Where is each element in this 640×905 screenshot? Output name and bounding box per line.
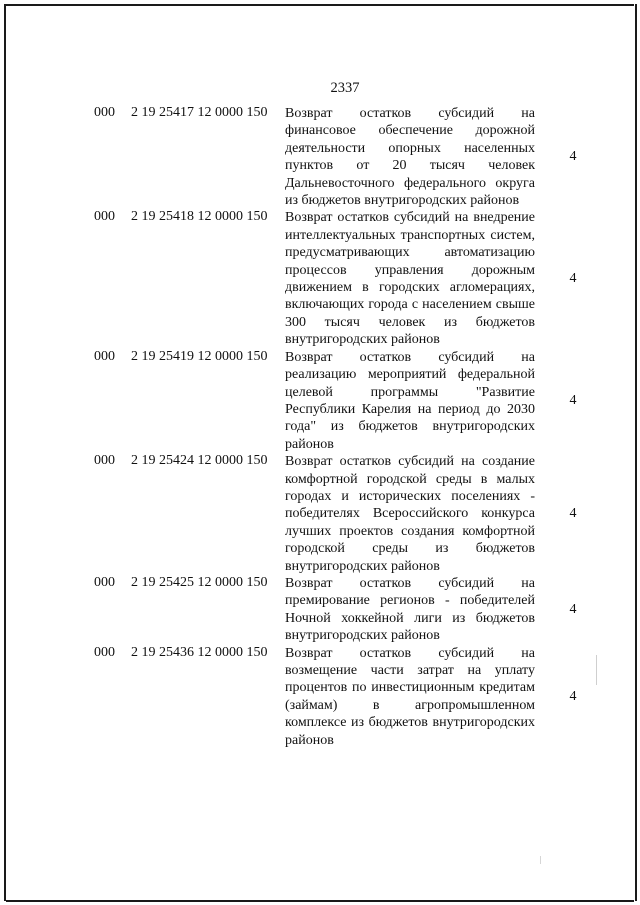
- table-row: [0, 349, 640, 453]
- scan-border-bottom: [6, 900, 634, 902]
- income-name: Возврат остатков субсидий на реализацию мероприятий федеральной целевой программы "Развитие Республики Карелия на период до 2030 года" из бюджетов внутригородских районов: [285, 349, 535, 452]
- admin-code: 000: [94, 574, 115, 590]
- page-number: 2337: [330, 80, 360, 96]
- income-name: Возврат остатков субсидий на премирование регионов - победителей Ночной хоккейной лиги из бюджетов внутригородских районов: [285, 575, 535, 644]
- admin-code: 000: [94, 453, 115, 469]
- level-value: 4: [569, 271, 577, 287]
- admin-code: 000: [94, 348, 115, 364]
- income-name: Возврат остатков субсидий на возмещение части затрат на уплату процентов по инвестиционным кредитам (займам) в агропромышленном комплексе из бюджетов внутригородских районов: [285, 645, 535, 748]
- classification-table: [0, 105, 640, 749]
- level-value: 4: [569, 506, 577, 522]
- income-name: Возврат остатков субсидий на финансовое обеспечение дорожной деятельности опорных населенных пунктов от 20 тысяч человек Дальневосточного федерального округа из бюджетов внутригородских районов: [285, 106, 535, 209]
- budget-code: 2 19 25425 12 0000 150: [131, 574, 268, 590]
- budget-code: 2 19 25417 12 0000 150: [131, 105, 268, 120]
- budget-code: 2 19 25424 12 0000 150: [131, 453, 268, 469]
- table-row: [0, 645, 640, 749]
- level-value: 4: [569, 149, 577, 165]
- table-row: [0, 105, 640, 209]
- budget-code: 2 19 25419 12 0000 150: [131, 348, 268, 364]
- table-row: [0, 209, 640, 348]
- scan-border-top: [6, 4, 634, 6]
- level-value: 4: [569, 688, 577, 704]
- income-name: Возврат остатков субсидий на внедрение интеллектуальных транспортных систем, предусматривающих автоматизацию процессов управления дорожным движением в городских агломерациях, включающих города с населением свыше 300 тысяч человек из бюджетов внутригородских районов: [285, 210, 535, 348]
- income-name: Возврат остатков субсидий на создание комфортной городской среды в малых городах и исторических поселениях - победителях Всероссийского конкурса лучших проектов создания комфортной городской среды из бюджетов внутригородских районов: [285, 454, 535, 574]
- table-row: [0, 575, 640, 645]
- admin-code: 000: [94, 644, 115, 660]
- scan-artifact: [596, 655, 597, 685]
- admin-code: 000: [94, 209, 115, 225]
- level-value: 4: [569, 601, 577, 617]
- level-value: 4: [569, 392, 577, 408]
- budget-code: 2 19 25418 12 0000 150: [131, 209, 268, 225]
- table-row: [0, 453, 640, 575]
- admin-code: 000: [94, 105, 115, 120]
- scan-artifact: [540, 856, 541, 864]
- budget-code: 2 19 25436 12 0000 150: [131, 644, 268, 660]
